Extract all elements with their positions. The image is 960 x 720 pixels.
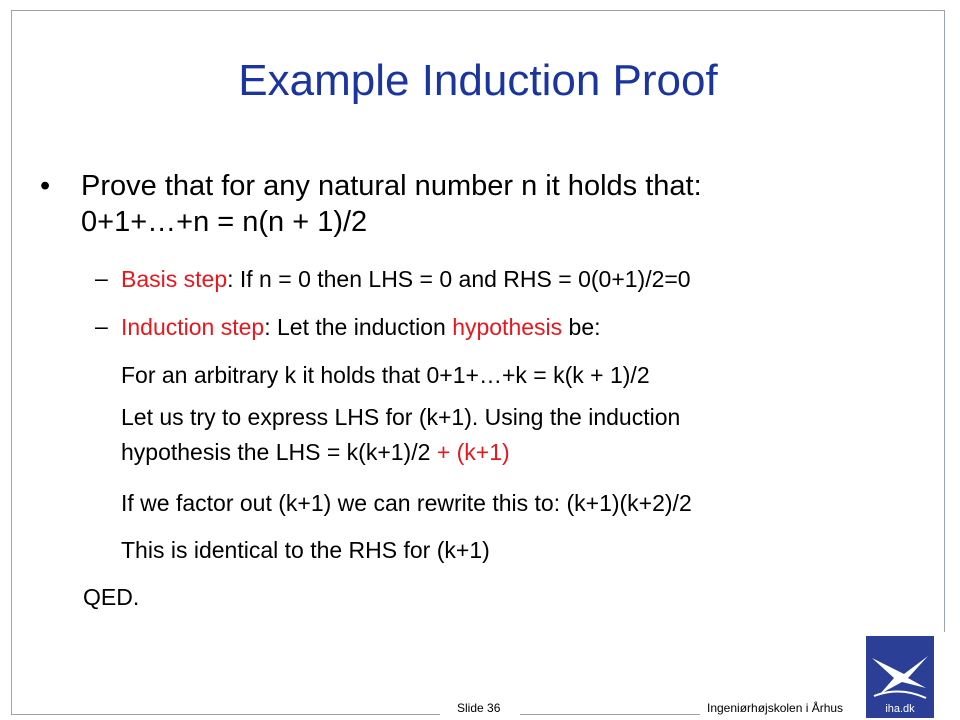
logo-text: iha.dk: [885, 703, 915, 715]
express-line-2: [121, 438, 951, 467]
factor-line: If we factor out (k+1) we can rewrite this to: (k+1)(k+2)/2: [121, 490, 692, 516]
induction-step-line: [121, 313, 951, 342]
bullet-text-line-2: 0+1+…+n = n(n + 1)/2: [81, 206, 368, 238]
qed-text: QED.: [83, 584, 140, 610]
school-name: Ingeniørhøjskolen i Århus: [707, 701, 844, 715]
basis-step-line: [121, 265, 951, 294]
express-line-2-highlight: + (k+1): [436, 439, 510, 465]
basis-step-text: : If n = 0 then LHS = 0 and RHS = 0(0+1)/2=0: [227, 266, 691, 292]
bullet-marker: •: [40, 170, 51, 202]
induction-step-label: Induction step: [121, 314, 265, 340]
identical-line: This is identical to the RHS for (k+1): [121, 537, 490, 563]
basis-step-label: Basis step: [121, 266, 228, 292]
hypothesis-line: For an arbitrary k it holds that 0+1+…+k = k(k + 1)/2: [121, 362, 650, 388]
bullet-text-line-1: Prove that for any natural number n it holds that:: [81, 170, 702, 202]
induction-step-text-after: be:: [562, 314, 601, 340]
induction-step-text-before: : Let the induction: [264, 314, 453, 340]
induction-hypothesis-word: hypothesis: [452, 314, 563, 340]
slide-number: Slide 36: [457, 701, 501, 715]
dash-marker-basis: –: [95, 265, 108, 291]
slide-title: Example Induction Proof: [238, 56, 718, 105]
dash-marker-induction: –: [95, 313, 108, 339]
express-line-2-text: hypothesis the LHS = k(k+1)/2: [121, 439, 437, 465]
iha-logo: [866, 636, 934, 718]
express-line-1: Let us try to express LHS for (k+1). Using the induction: [121, 404, 681, 430]
